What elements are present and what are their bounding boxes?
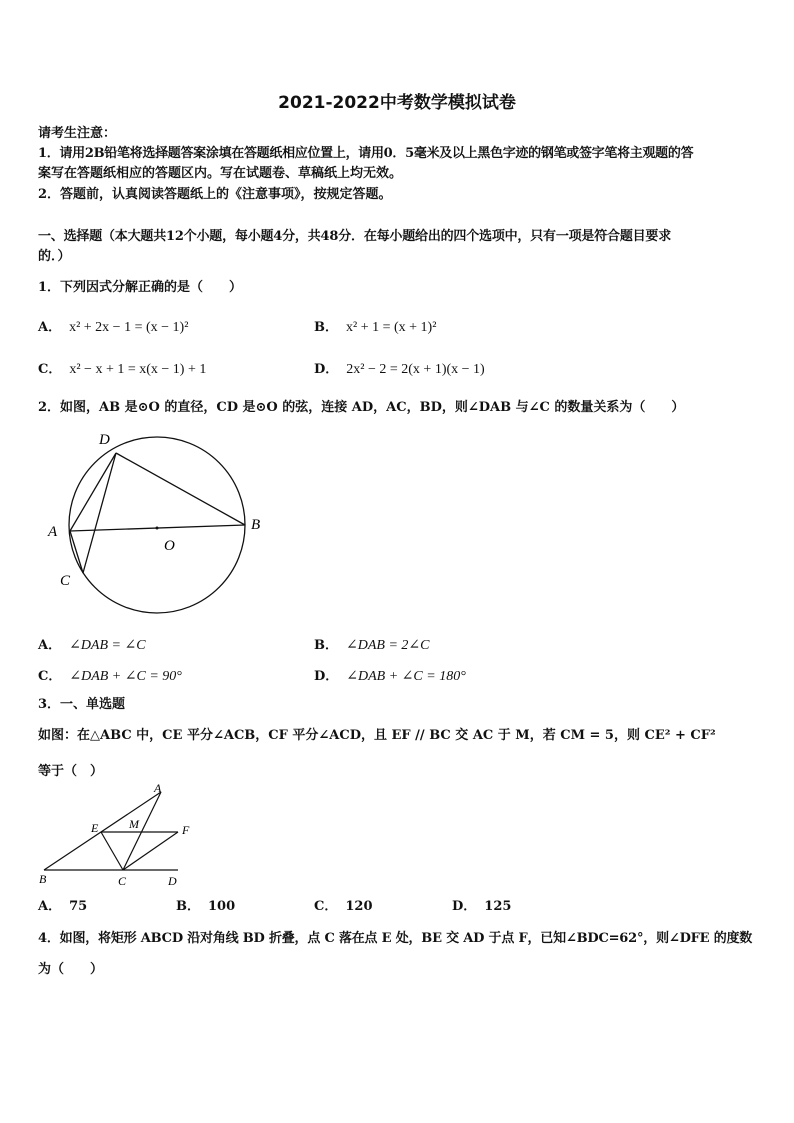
q4-stem-2: 为（ ） bbox=[38, 962, 104, 977]
q3-stem-2: 等于（ ） bbox=[38, 764, 104, 779]
q3-option-c[interactable] bbox=[314, 895, 373, 914]
q3-option-a[interactable] bbox=[38, 895, 87, 914]
label-e: E bbox=[91, 821, 99, 835]
section-line-2: 的．） bbox=[38, 249, 71, 264]
q4-stem-1: 4．如图，将矩形 ABCD 沿对角线 BD 折叠，点 C 落在点 E 处，BE 交 AD 于点 F，已知∠BDC=62°，则∠DFE 的度数 bbox=[38, 931, 753, 946]
notice-line-1a: 1．请用2B铅笔将选择题答案涂填在答题纸相应位置上，请用0．5毫米及以上黑色字迹的钢笔或签字笔将主观题的答 bbox=[38, 146, 694, 161]
option-label: C． bbox=[38, 669, 62, 684]
q1-option-b[interactable] bbox=[314, 316, 436, 336]
label-d: D bbox=[99, 432, 110, 448]
q3-option-b[interactable] bbox=[176, 895, 235, 914]
side-ca bbox=[123, 792, 161, 870]
option-text: 120 bbox=[345, 899, 373, 914]
label-c: C bbox=[60, 573, 71, 589]
label-a: A bbox=[48, 524, 58, 540]
option-label: A． bbox=[38, 638, 62, 653]
q3-option-d[interactable] bbox=[452, 895, 511, 914]
option-text: 125 bbox=[484, 899, 512, 914]
q2-circle-figure bbox=[40, 425, 280, 625]
option-label: A． bbox=[38, 899, 62, 914]
chord-ac bbox=[70, 531, 83, 573]
line-cf bbox=[123, 832, 178, 870]
section-line-1: 一、选择题（本大题共12个小题，每小题4分，共48分．在每小题给出的四个选项中，只有一项是符合题目要求 bbox=[38, 229, 672, 244]
option-label: B． bbox=[314, 638, 338, 653]
option-text: 75 bbox=[69, 899, 88, 914]
q2-option-d[interactable] bbox=[314, 665, 466, 685]
option-label: B． bbox=[176, 899, 200, 914]
q3-heading: 3．一、单选题 bbox=[38, 697, 126, 712]
option-text: ∠DAB + ∠C = 90° bbox=[69, 669, 182, 684]
option-label: C． bbox=[38, 362, 62, 377]
circle-o bbox=[69, 437, 245, 613]
option-text: 100 bbox=[208, 899, 236, 914]
option-text: 2x² − 2 = 2(x + 1)(x − 1) bbox=[346, 362, 485, 377]
q2-option-a[interactable] bbox=[38, 634, 146, 654]
q3-stem-1: 如图：在△ABC 中，CE 平分∠ACB，CF 平分∠ACD，且 EF // BC 交 AC 于 M，若 CM = 5，则 CE² + CF² bbox=[38, 728, 716, 743]
option-label: B． bbox=[314, 320, 338, 335]
q1-stem: 1．下列因式分解正确的是（ ） bbox=[38, 280, 243, 295]
option-label: D． bbox=[314, 362, 339, 377]
notice-line-1b: 案写在答题纸相应的答题区内。写在试题卷、草稿纸上均无效。 bbox=[38, 166, 403, 181]
label-a: A bbox=[154, 781, 162, 795]
notice-heading: 请考生注意： bbox=[38, 126, 117, 141]
label-f: F bbox=[182, 823, 190, 837]
option-text: x² + 2x − 1 = (x − 1)² bbox=[69, 320, 189, 335]
q2-stem: 2．如图，AB 是⊙O 的直径，CD 是⊙O 的弦，连接 AD，AC，BD，则∠DAB 与∠C 的数量关系为（ ） bbox=[38, 400, 685, 415]
option-text: ∠DAB + ∠C = 180° bbox=[346, 669, 466, 684]
option-label: D． bbox=[452, 899, 477, 914]
option-label: A． bbox=[38, 320, 62, 335]
chord-db bbox=[116, 453, 245, 525]
option-label: C． bbox=[314, 899, 338, 914]
center-point bbox=[156, 527, 159, 530]
option-text: ∠DAB = 2∠C bbox=[346, 638, 430, 653]
page-title: 2021-2022中考数学模拟试卷 bbox=[278, 93, 516, 113]
q1-option-d[interactable] bbox=[314, 358, 485, 378]
q1-option-c[interactable] bbox=[38, 358, 206, 378]
q2-option-c[interactable] bbox=[38, 665, 182, 685]
label-m: M bbox=[129, 817, 139, 831]
side-ba bbox=[44, 792, 161, 870]
option-text: x² − x + 1 = x(x − 1) + 1 bbox=[69, 362, 207, 377]
q1-option-a[interactable] bbox=[38, 316, 188, 336]
label-o: O bbox=[164, 538, 175, 554]
label-c: C bbox=[118, 874, 127, 888]
q2-option-b[interactable] bbox=[314, 634, 429, 654]
line-ce bbox=[101, 832, 123, 870]
option-text: ∠DAB = ∠C bbox=[69, 638, 146, 653]
label-d: D bbox=[168, 874, 177, 888]
label-b: B bbox=[251, 517, 261, 533]
option-text: x² + 1 = (x + 1)² bbox=[346, 320, 437, 335]
label-b: B bbox=[39, 872, 47, 886]
q3-triangle-figure bbox=[36, 780, 206, 892]
option-label: D． bbox=[314, 669, 339, 684]
notice-line-2: 2．答题前，认真阅读答题纸上的《注意事项》，按规定答题。 bbox=[38, 187, 392, 202]
